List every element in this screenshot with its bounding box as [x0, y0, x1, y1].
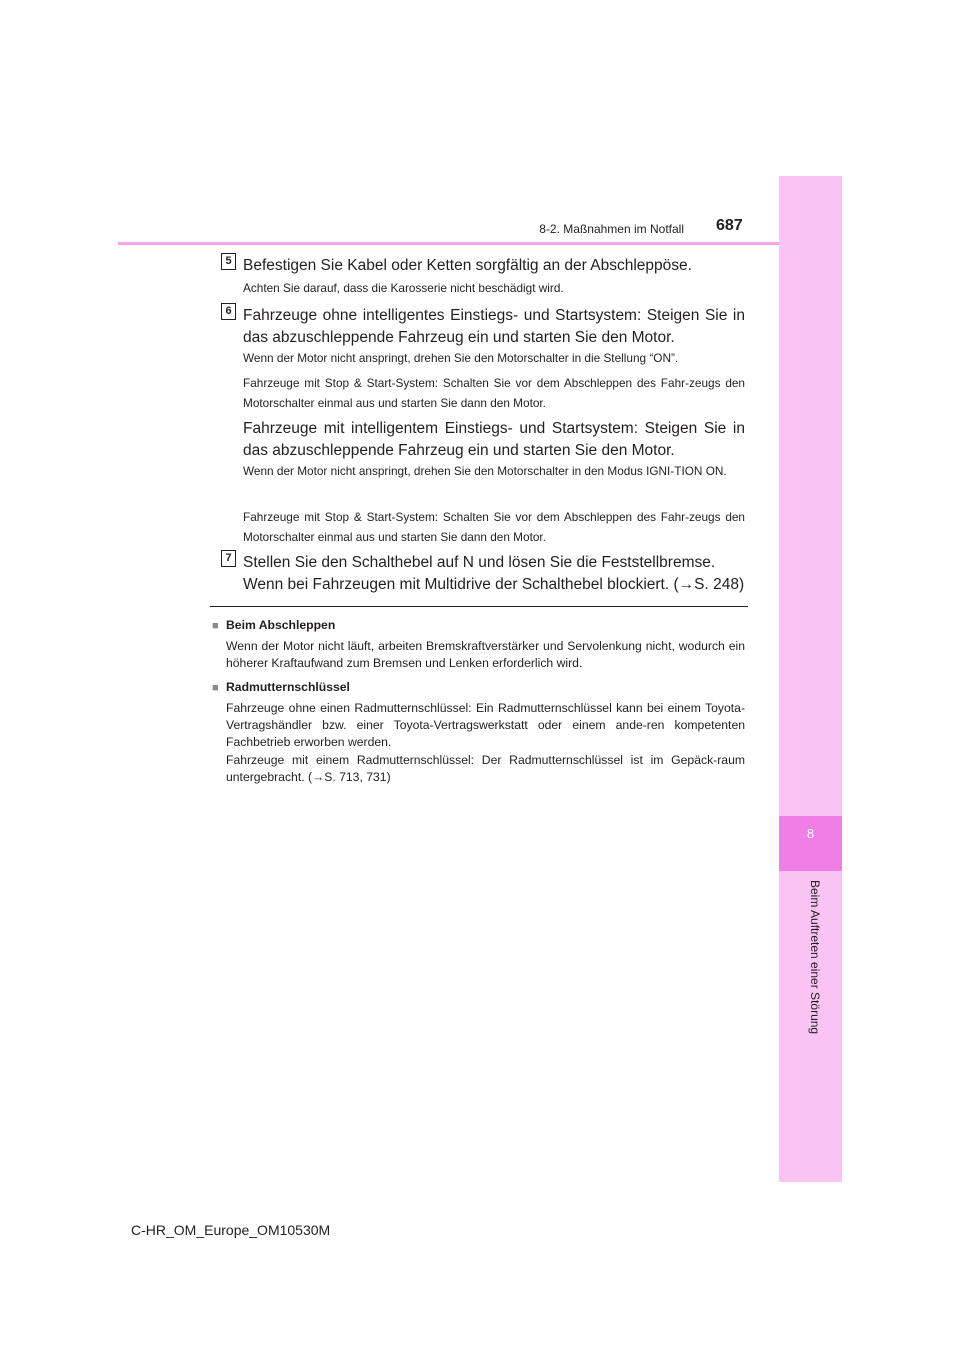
chapter-label: Beim Auftreten einer Störung — [808, 880, 822, 1035]
step-number-6: 6 — [221, 303, 236, 320]
document-code: C-HR_OM_Europe_OM10530M — [131, 1222, 331, 1238]
note-heading-wheel-wrench: Radmutternschlüssel — [226, 680, 350, 694]
step-number-7: 7 — [221, 550, 236, 567]
step-6-note-2: Fahrzeuge mit Stop & Start-System: Schalten Sie vor dem Abschleppen des Fahr-zeugs den Motorschalter einmal aus und starten Sie dann den Motor. — [243, 376, 745, 410]
page-number: 687 — [716, 217, 743, 234]
notes-divider — [210, 606, 748, 607]
step-number-5: 5 — [221, 253, 236, 270]
step-7-instruction: Stellen Sie den Schalthebel auf N und lösen Sie die Feststellbremse. — [243, 554, 716, 571]
step-5-note: Achten Sie darauf, dass die Karosserie nicht beschädigt wird. — [243, 281, 564, 295]
note-heading-towing: Beim Abschleppen — [226, 618, 336, 632]
chapter-number: 8 — [806, 826, 815, 841]
note-body-towing: Wenn der Motor nicht läuft, arbeiten Bremskraftverstärker und Servolenkung nicht, wodurch ein höherer Kraftaufwand zum Bremsen und Lenken erforderlich wird. — [226, 639, 745, 670]
step-6-note-1: Wenn der Motor nicht anspringt, drehen Sie den Motorschalter in die Stellung “ON”. — [243, 351, 679, 365]
step-7-instruction-line2: Wenn bei Fahrzeugen mit Multidrive der Schalthebel blockiert. (→S. 248) — [243, 576, 745, 593]
step-6-alt-note-1: Wenn der Motor nicht anspringt, drehen Sie den Motorschalter in den Modus IGNI-TION ON. — [243, 464, 727, 478]
section-title: 8-2. Maßnahmen im Notfall — [539, 222, 684, 236]
square-bullet-icon: ■ — [212, 682, 219, 694]
note-body-wheel-wrench-2: Fahrzeuge mit einem Radmutternschlüssel: Der Radmutternschlüssel ist im Gepäck-raum untergebracht. (→S. 713, 731) — [226, 753, 745, 784]
square-bullet-icon: ■ — [212, 620, 219, 632]
step-6-instruction: Fahrzeuge ohne intelligentes Einstiegs- und Startsystem: Steigen Sie in das abzuschleppende Fahrzeug ein und starten Sie den Motor. — [243, 307, 745, 346]
step-6-instruction-alt: Fahrzeuge mit intelligentem Einstiegs- und Startsystem: Steigen Sie in das abzuschleppende Fahrzeug ein und starten Sie den Motor. — [243, 420, 745, 459]
step-5-instruction: Befestigen Sie Kabel oder Ketten sorgfältig an der Abschleppöse. — [243, 257, 692, 274]
chapter-number-box — [779, 816, 842, 871]
header-rule — [118, 242, 779, 245]
step-6-alt-note-2: Fahrzeuge mit Stop & Start-System: Schalten Sie vor dem Abschleppen des Fahr-zeugs den Motorschalter einmal aus und starten Sie dann den Motor. — [243, 510, 745, 544]
note-body-wheel-wrench: Fahrzeuge ohne einen Radmutternschlüssel: Ein Radmutternschlüssel kann bei einem Toyota-Vertragshändler bzw. einer Toyota-Vertragswerkstatt oder einem ande-ren kompetenten Fachbetrieb erworben werden. — [226, 701, 745, 749]
